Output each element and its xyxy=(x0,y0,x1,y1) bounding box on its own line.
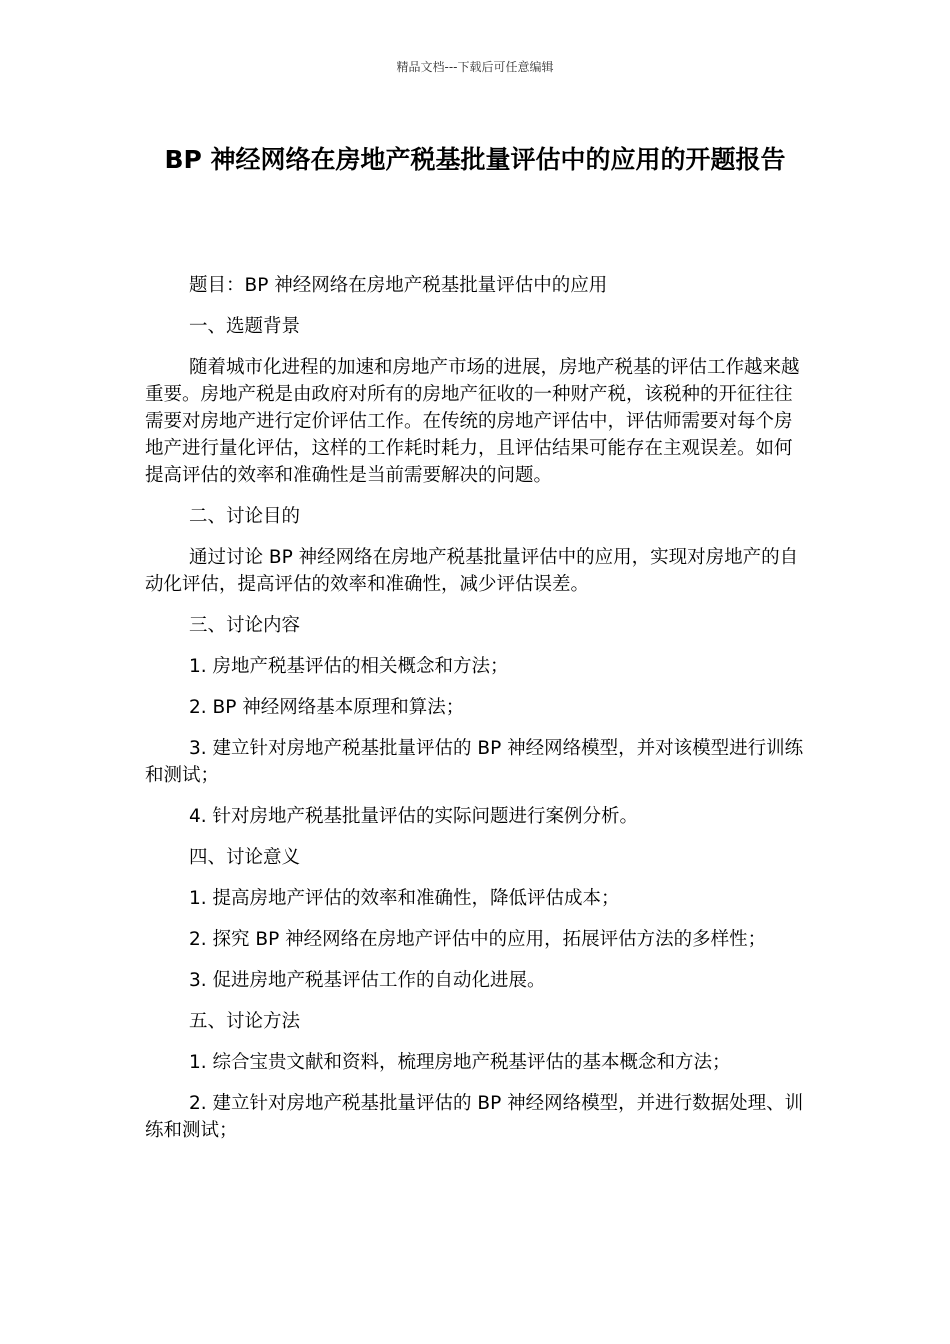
section-heading-significance: 四、讨论意义 xyxy=(189,847,301,868)
section-heading-method: 五、讨论方法 xyxy=(189,1011,301,1032)
section-heading-purpose: 二、讨论目的 xyxy=(189,506,301,527)
method-item: 2. 建立针对房地产税基批量评估的 BP 神经网络模型，并进行数据处理、训练和测试； xyxy=(145,1093,804,1141)
purpose-paragraph: 通过讨论 BP 神经网络在房地产税基批量评估中的应用，实现对房地产的自动化评估，提高评估的效率和准确性，减少评估误差。 xyxy=(145,547,799,595)
section-heading-content: 三、讨论内容 xyxy=(189,615,301,636)
significance-item: 2. 探究 BP 神经网络在房地产评估中的应用，拓展评估方法的多样性； xyxy=(189,929,767,950)
method-item: 1. 综合宝贵文献和资料，梳理房地产税基评估的基本概念和方法； xyxy=(189,1052,731,1073)
background-paragraph: 随着城市化进程的加速和房地产市场的进展，房地产税基的评估工作越来越重要。房地产税是由政府对所有的房地产征收的一种财产税，该税种的开征往往需要对房地产进行定价评估工作。在传统的房地产评估中，评估师需要对每个房地产进行量化评估，这样的工作耗时耗力，且评估结果可能存在主观误差。如何提高评估的效率和准确性是当前需要解决的问题。 xyxy=(145,357,800,486)
topic-line: 题目：BP 神经网络在房地产税基批量评估中的应用 xyxy=(189,275,608,296)
section-heading-background: 一、选题背景 xyxy=(189,316,301,337)
content-item: 3. 建立针对房地产税基批量评估的 BP 神经网络模型，并对该模型进行训练和测试； xyxy=(145,738,804,786)
content-item: 4. 针对房地产税基批量评估的实际问题进行案例分析。 xyxy=(189,806,639,827)
document-title: BP 神经网络在房地产税基批量评估中的应用的开题报告 xyxy=(164,145,786,174)
content-item: 2. BP 神经网络基本原理和算法； xyxy=(189,697,465,718)
content-item: 1. 房地产税基评估的相关概念和方法； xyxy=(189,656,509,677)
significance-item: 1. 提高房地产评估的效率和准确性，降低评估成本； xyxy=(189,888,620,909)
page-header-note: 精品文档---下载后可任意编辑 xyxy=(396,60,554,74)
significance-item: 3. 促进房地产税基评估工作的自动化进展。 xyxy=(189,970,546,991)
document-body xyxy=(145,272,807,1158)
